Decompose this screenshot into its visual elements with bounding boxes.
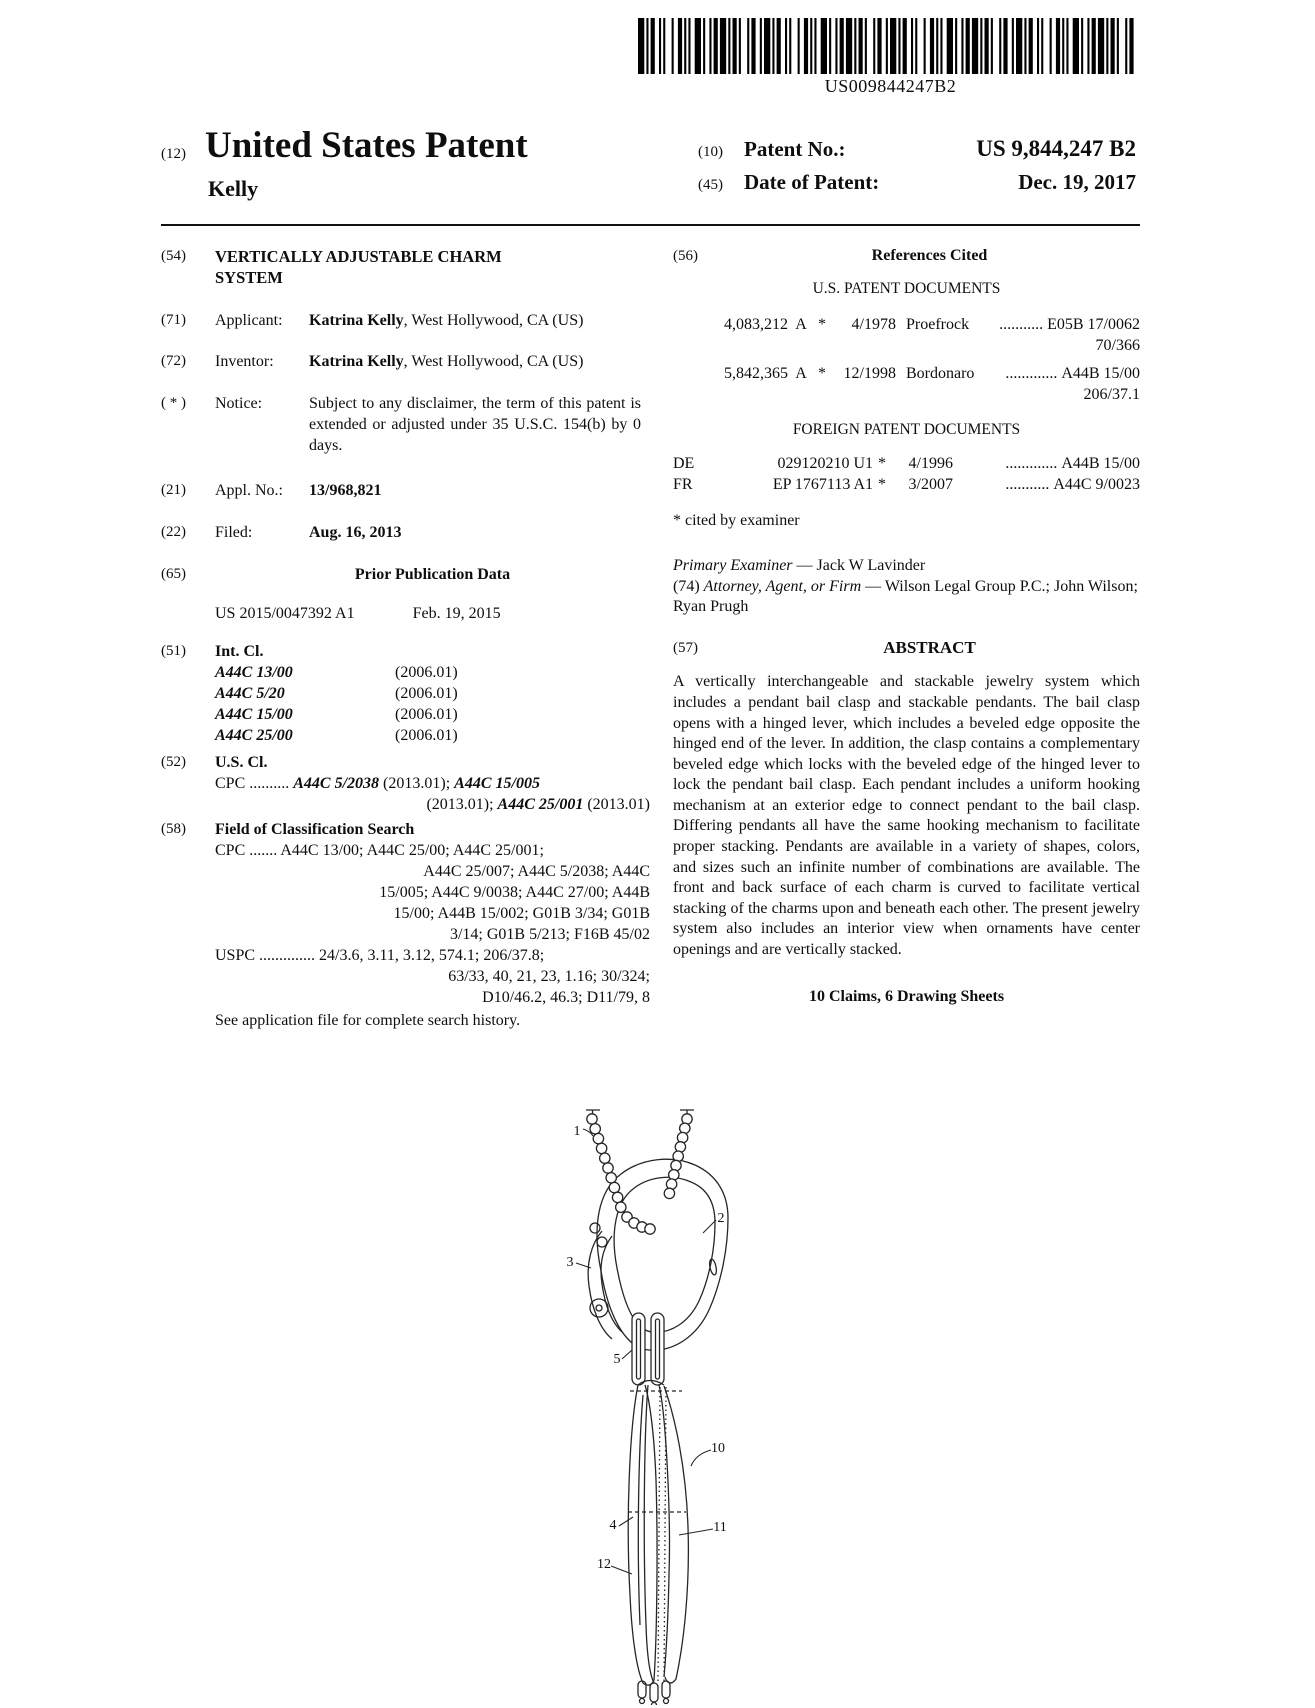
us-cl-section — [161, 752, 650, 815]
primary-examiner-line: Primary Examiner — Jack W Lavinder — [673, 556, 926, 574]
int-cl-section — [161, 641, 650, 746]
figure-label-5: 5 — [613, 1352, 621, 1367]
filed-row — [161, 522, 650, 543]
ref-name: Bordonaro — [906, 365, 975, 383]
ref-class: E05B 17/0062 — [1047, 316, 1140, 334]
prong-ball — [652, 1703, 657, 1706]
class-version: (2006.01) — [395, 727, 458, 744]
ref-date: 3/2007 — [908, 475, 953, 493]
right-column — [673, 246, 1140, 1007]
date-label: Date of Patent: — [744, 170, 880, 194]
cpc-search-line: 15/00; A44B 15/002; G01B 3/34; G01B — [393, 905, 650, 922]
us-reference-entry — [673, 315, 1140, 356]
references-tag: (56) — [673, 248, 698, 264]
prong-ball — [640, 1699, 645, 1704]
class-code: A44C 13/00 — [215, 664, 293, 681]
figure-label-1: 1 — [573, 1124, 581, 1139]
int-cl-entry — [215, 704, 650, 725]
invention-title: VERTICALLY ADJUSTABLE CHARM SYSTEM — [215, 247, 502, 287]
inventor-row — [161, 351, 650, 372]
ref-class: A44C 9/0023 — [1053, 475, 1140, 493]
ref-dots: ............. — [1005, 455, 1058, 473]
ref-class-continuation: 206/37.1 — [1083, 385, 1140, 403]
field-search-tag: (58) — [161, 821, 186, 837]
us-cl-tag: (52) — [161, 754, 186, 770]
inventor-label: Inventor: — [215, 353, 274, 370]
charm-prong — [650, 1683, 658, 1702]
class-code: A44C 15/00 — [215, 706, 293, 723]
page-title: United States Patent — [205, 125, 528, 166]
inventor-value: Katrina Kelly, West Hollywood, CA (US) — [309, 353, 584, 370]
appl-no-value: 13/968,821 — [309, 482, 382, 499]
filed-label: Filed: — [215, 524, 253, 541]
ref-date: 12/1998 — [843, 365, 896, 383]
cpc-line: CPC .......... A44C 5/2038 (2013.01); A44C 15/005 — [215, 775, 540, 792]
references-heading: References Cited — [871, 247, 988, 264]
claims-drawing-sheets-line: 10 Claims, 6 Drawing Sheets — [808, 987, 1005, 1005]
patent-no-value: US 9,844,247 B2 — [976, 136, 1136, 161]
int-cl-entry — [215, 662, 650, 683]
notice-row — [161, 393, 650, 456]
date-value: Dec. 19, 2017 — [1018, 170, 1136, 194]
class-version: (2006.01) — [395, 685, 458, 702]
ref-star: * — [878, 475, 886, 493]
ref-date: 4/1978 — [851, 316, 896, 334]
invention-title-row — [161, 246, 650, 288]
header-divider — [161, 224, 1140, 226]
figure-label-3: 3 — [566, 1255, 574, 1270]
appl-no-label: Appl. No.: — [215, 482, 283, 499]
abstract-heading-row — [673, 638, 1140, 659]
drawing-lines — [573, 1110, 728, 1705]
patent-no-tag: (10) — [698, 144, 723, 160]
applicant-value: Katrina Kelly, West Hollywood, CA (US) — [309, 312, 584, 329]
int-cl-entry — [215, 683, 650, 704]
ref-country: FR — [673, 475, 693, 493]
foreign-reference-entry — [673, 475, 1140, 496]
appl-no-row — [161, 480, 650, 501]
figure-label-12: 12 — [597, 1557, 611, 1572]
patent-drawing-figure — [480, 1095, 800, 1705]
class-version: (2006.01) — [395, 706, 458, 723]
cpc-search-line: A44C 25/007; A44C 5/2038; A44C — [423, 863, 650, 880]
ref-date: 4/1996 — [908, 455, 953, 473]
ref-name: Proefrock — [906, 316, 970, 334]
ref-country: DE — [673, 455, 695, 473]
field-search-section — [161, 819, 650, 1031]
barcode-text: US009844247B2 — [824, 76, 957, 96]
applicant-label: Applicant: — [215, 312, 283, 329]
lever-rivet-center — [596, 1305, 602, 1311]
chain-end-marks — [586, 1110, 694, 1117]
ref-dots: ............. — [1005, 365, 1058, 383]
ref-number: 5,842,365 — [724, 365, 788, 383]
applicant-row — [161, 310, 650, 331]
search-history-note: See application file for complete search history. — [215, 1012, 521, 1029]
notice-text: Subject to any disclaimer, the term of this patent is extended or adjusted under 35 U.S.C. 154(b) by 0 days. — [309, 395, 641, 454]
class-code: A44C 25/00 — [215, 727, 293, 744]
inventor-surname: Kelly — [208, 176, 259, 201]
charm-prong — [662, 1681, 670, 1698]
field-search-heading: Field of Classification Search — [215, 821, 415, 838]
prior-pub-tag: (65) — [161, 566, 186, 582]
us-patent-documents-heading: U.S. PATENT DOCUMENTS — [812, 279, 1001, 297]
ref-number: 4,083,212 — [724, 316, 788, 334]
notice-label: Notice: — [215, 395, 263, 412]
patent-no-label: Patent No.: — [744, 137, 846, 161]
publication-date: Feb. 19, 2015 — [412, 605, 501, 622]
header-num-tag: (12) — [161, 146, 186, 162]
publication-number: US 2015/0047392 A1 — [215, 605, 355, 622]
ref-star: * — [818, 316, 826, 334]
figure-label-10: 10 — [711, 1441, 725, 1456]
references-heading-row — [673, 246, 1140, 267]
cited-by-examiner-note: * cited by examiner — [673, 512, 800, 530]
us-reference-entry — [673, 364, 1140, 405]
prior-pub-heading: Prior Publication Data — [354, 566, 511, 583]
ref-dots: ........... — [999, 316, 1044, 334]
attorney-line: (74) Attorney, Agent, or Firm — Wilson Legal Group P.C.; John Wilson; Ryan Prugh — [673, 577, 1138, 616]
int-cl-heading: Int. Cl. — [215, 643, 264, 660]
filed-tag: (22) — [161, 524, 186, 540]
cpc-search-line: 15/005; A44C 9/0038; A44C 27/00; A44B — [379, 884, 650, 901]
foreign-reference-entry — [673, 454, 1140, 475]
prior-pub-data-row — [161, 603, 650, 624]
ref-kind: A — [795, 365, 807, 383]
date-tag: (45) — [698, 177, 723, 193]
ref-number: 029120210 U1 — [777, 455, 873, 473]
patent-number-row — [698, 136, 1136, 162]
applicant-tag: (71) — [161, 312, 186, 328]
figure-label-2: 2 — [717, 1211, 725, 1226]
notice-tag: ( * ) — [161, 395, 186, 411]
ref-class: A44B 15/00 — [1061, 455, 1140, 473]
figure-label-4: 4 — [609, 1518, 617, 1533]
figure-label-11: 11 — [713, 1520, 727, 1535]
int-cl-entry — [215, 725, 650, 746]
ref-class-continuation: 70/366 — [1095, 336, 1140, 354]
ref-number: EP 1767113 A1 — [772, 475, 873, 493]
abstract-heading: ABSTRACT — [883, 637, 976, 657]
ref-class: A44B 15/00 — [1061, 365, 1140, 383]
cpc-search-line: 3/14; G01B 5/213; F16B 45/02 — [449, 926, 650, 943]
ref-kind: A — [795, 316, 807, 334]
class-version: (2006.01) — [395, 664, 458, 681]
prior-pub-heading-row — [161, 564, 650, 585]
stacked-charms — [628, 1381, 688, 1706]
us-cl-heading: U.S. Cl. — [215, 754, 268, 771]
int-cl-tag: (51) — [161, 643, 186, 659]
barcode-image — [638, 18, 1143, 74]
cpc-search-line: CPC ....... A44C 13/00; A44C 25/00; A44C 25/001; — [215, 842, 544, 859]
abstract-tag: (57) — [673, 639, 698, 656]
ref-dots: ........... — [1005, 475, 1050, 493]
ref-star: * — [818, 365, 826, 383]
lever-rivet — [590, 1299, 608, 1317]
uspc-search-line: 63/33, 40, 21, 23, 1.16; 30/324; — [448, 968, 650, 985]
inventor-tag: (72) — [161, 353, 186, 369]
uspc-search-line: D10/46.2, 46.3; D11/79, 8 — [482, 989, 650, 1006]
foreign-patent-documents-heading: FOREIGN PATENT DOCUMENTS — [792, 420, 1021, 438]
filed-value: Aug. 16, 2013 — [309, 524, 402, 541]
header-right-block — [698, 136, 1136, 203]
title-tag: (54) — [161, 248, 186, 264]
uspc-search-line: USPC .............. 24/3.6, 3.11, 3.12, 574.1; 206/37.8; — [215, 947, 545, 964]
cpc-line: (2013.01); A44C 25/001 (2013.01) — [426, 796, 650, 813]
appl-no-tag: (21) — [161, 482, 186, 498]
left-column — [161, 246, 650, 1031]
abstract-text: A vertically interchangeable and stackable jewelry system which includes a pendant bail clasp and stackable pendants. The bail clasp opens with a hinged lever, which includes a beveled edge opposite the hinged end of the lever. In addition, the clasp contains a complementary beveled edge which locks with the beveled edge of the hinged lever to lock the pendant bail clasp. Each pendant includes a uniform hooking mechanism at an exterior edge to connect pendant to the bail clasp. Differing pendants all have the same hooking mechanism to facilitate proper stacking. Pendants are available in a variety of shapes, colors, and sizes such an infinite number of combinations are available. The front and back surface of each charm is curved to facilitate vertical stacking of the charms upon and beneath each other. The present jewelry system also includes an interior view when ornaments have center openings and are vertically stacked. — [673, 673, 1140, 959]
prong-ball — [664, 1699, 669, 1704]
class-code: A44C 5/20 — [215, 685, 285, 702]
patent-date-row — [698, 170, 1136, 195]
ref-star: * — [878, 455, 886, 473]
